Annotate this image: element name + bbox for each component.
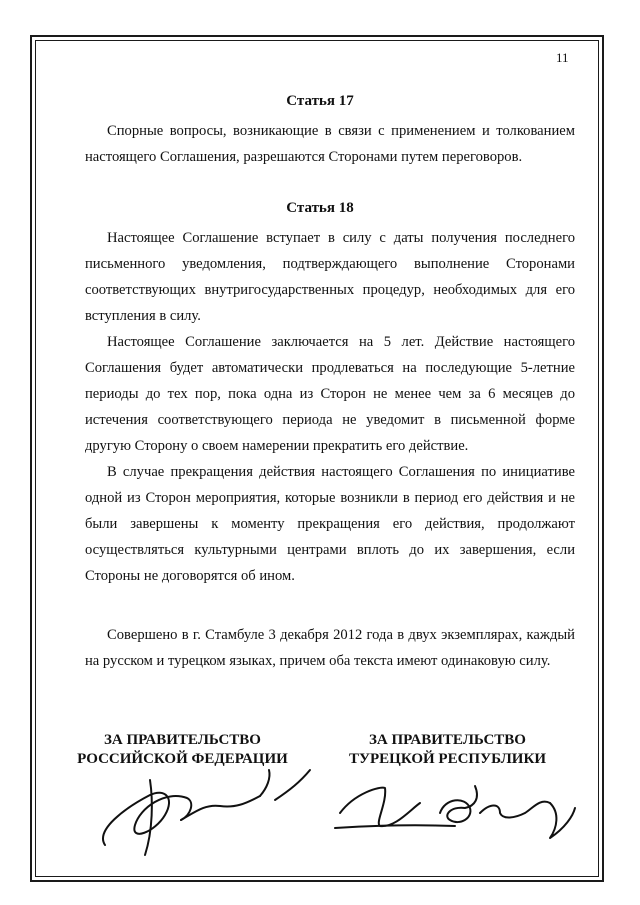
handwritten-signature-russia	[95, 760, 325, 860]
signature-block-turkey	[340, 731, 555, 769]
article-17-title: Статья 17	[286, 93, 354, 109]
signature-block-turkey-line-1: ЗА ПРАВИТЕЛЬСТВО	[369, 732, 526, 748]
article-18-title: Статья 18	[286, 200, 354, 216]
article-18-paragraph-1: Настоящее Соглашение вступает в силу с даты получения последнего письменного уведомления, подтверждающего выполнение Сторонами соответствующих внутригосударственных процедур, необходимых для его вступления в силу.	[85, 230, 575, 324]
article-18-paragraph-2: Настоящее Соглашение заключается на 5 лет. Действие настоящего Соглашения будет автоматически продлеваться на последующие 5-летние периоды до тех пор, пока одна из Сторон не менее чем за 6 месяцев до истечения соответствующего периода не уведомит в письменной форме другую Сторону о своем намерении прекратить его действие.	[85, 334, 575, 454]
signature-block-turkey-line-2: ТУРЕЦКОЙ РЕСПУБЛИКИ	[348, 751, 547, 767]
page-number: 11	[556, 50, 569, 65]
handwritten-signature-turkey	[325, 768, 580, 848]
article-17-paragraph-1: Спорные вопросы, возникающие в связи с применением и толкованием настоящего Соглашения, разрешаются Сторонами путем переговоров.	[85, 123, 575, 165]
signature-block-russia-line-1: ЗА ПРАВИТЕЛЬСТВО	[104, 732, 261, 748]
article-18-paragraph-3: В случае прекращения действия настоящего Соглашения по инициативе одной из Сторон мероприятия, которые возникли в период его действия и не были завершены к моменту прекращения его действия, продолжают осуществляться культурными центрами вплоть до их завершения, если Стороны не договорятся об ином.	[85, 464, 575, 584]
closing-paragraph: Совершено в г. Стамбуле 3 декабря 2012 года в двух экземплярах, каждый на русском и турецком языках, причем оба текста имеют одинаковую силу.	[85, 627, 575, 669]
signature-block-russia-line-2: РОССИЙСКОЙ ФЕДЕРАЦИИ	[77, 751, 288, 767]
